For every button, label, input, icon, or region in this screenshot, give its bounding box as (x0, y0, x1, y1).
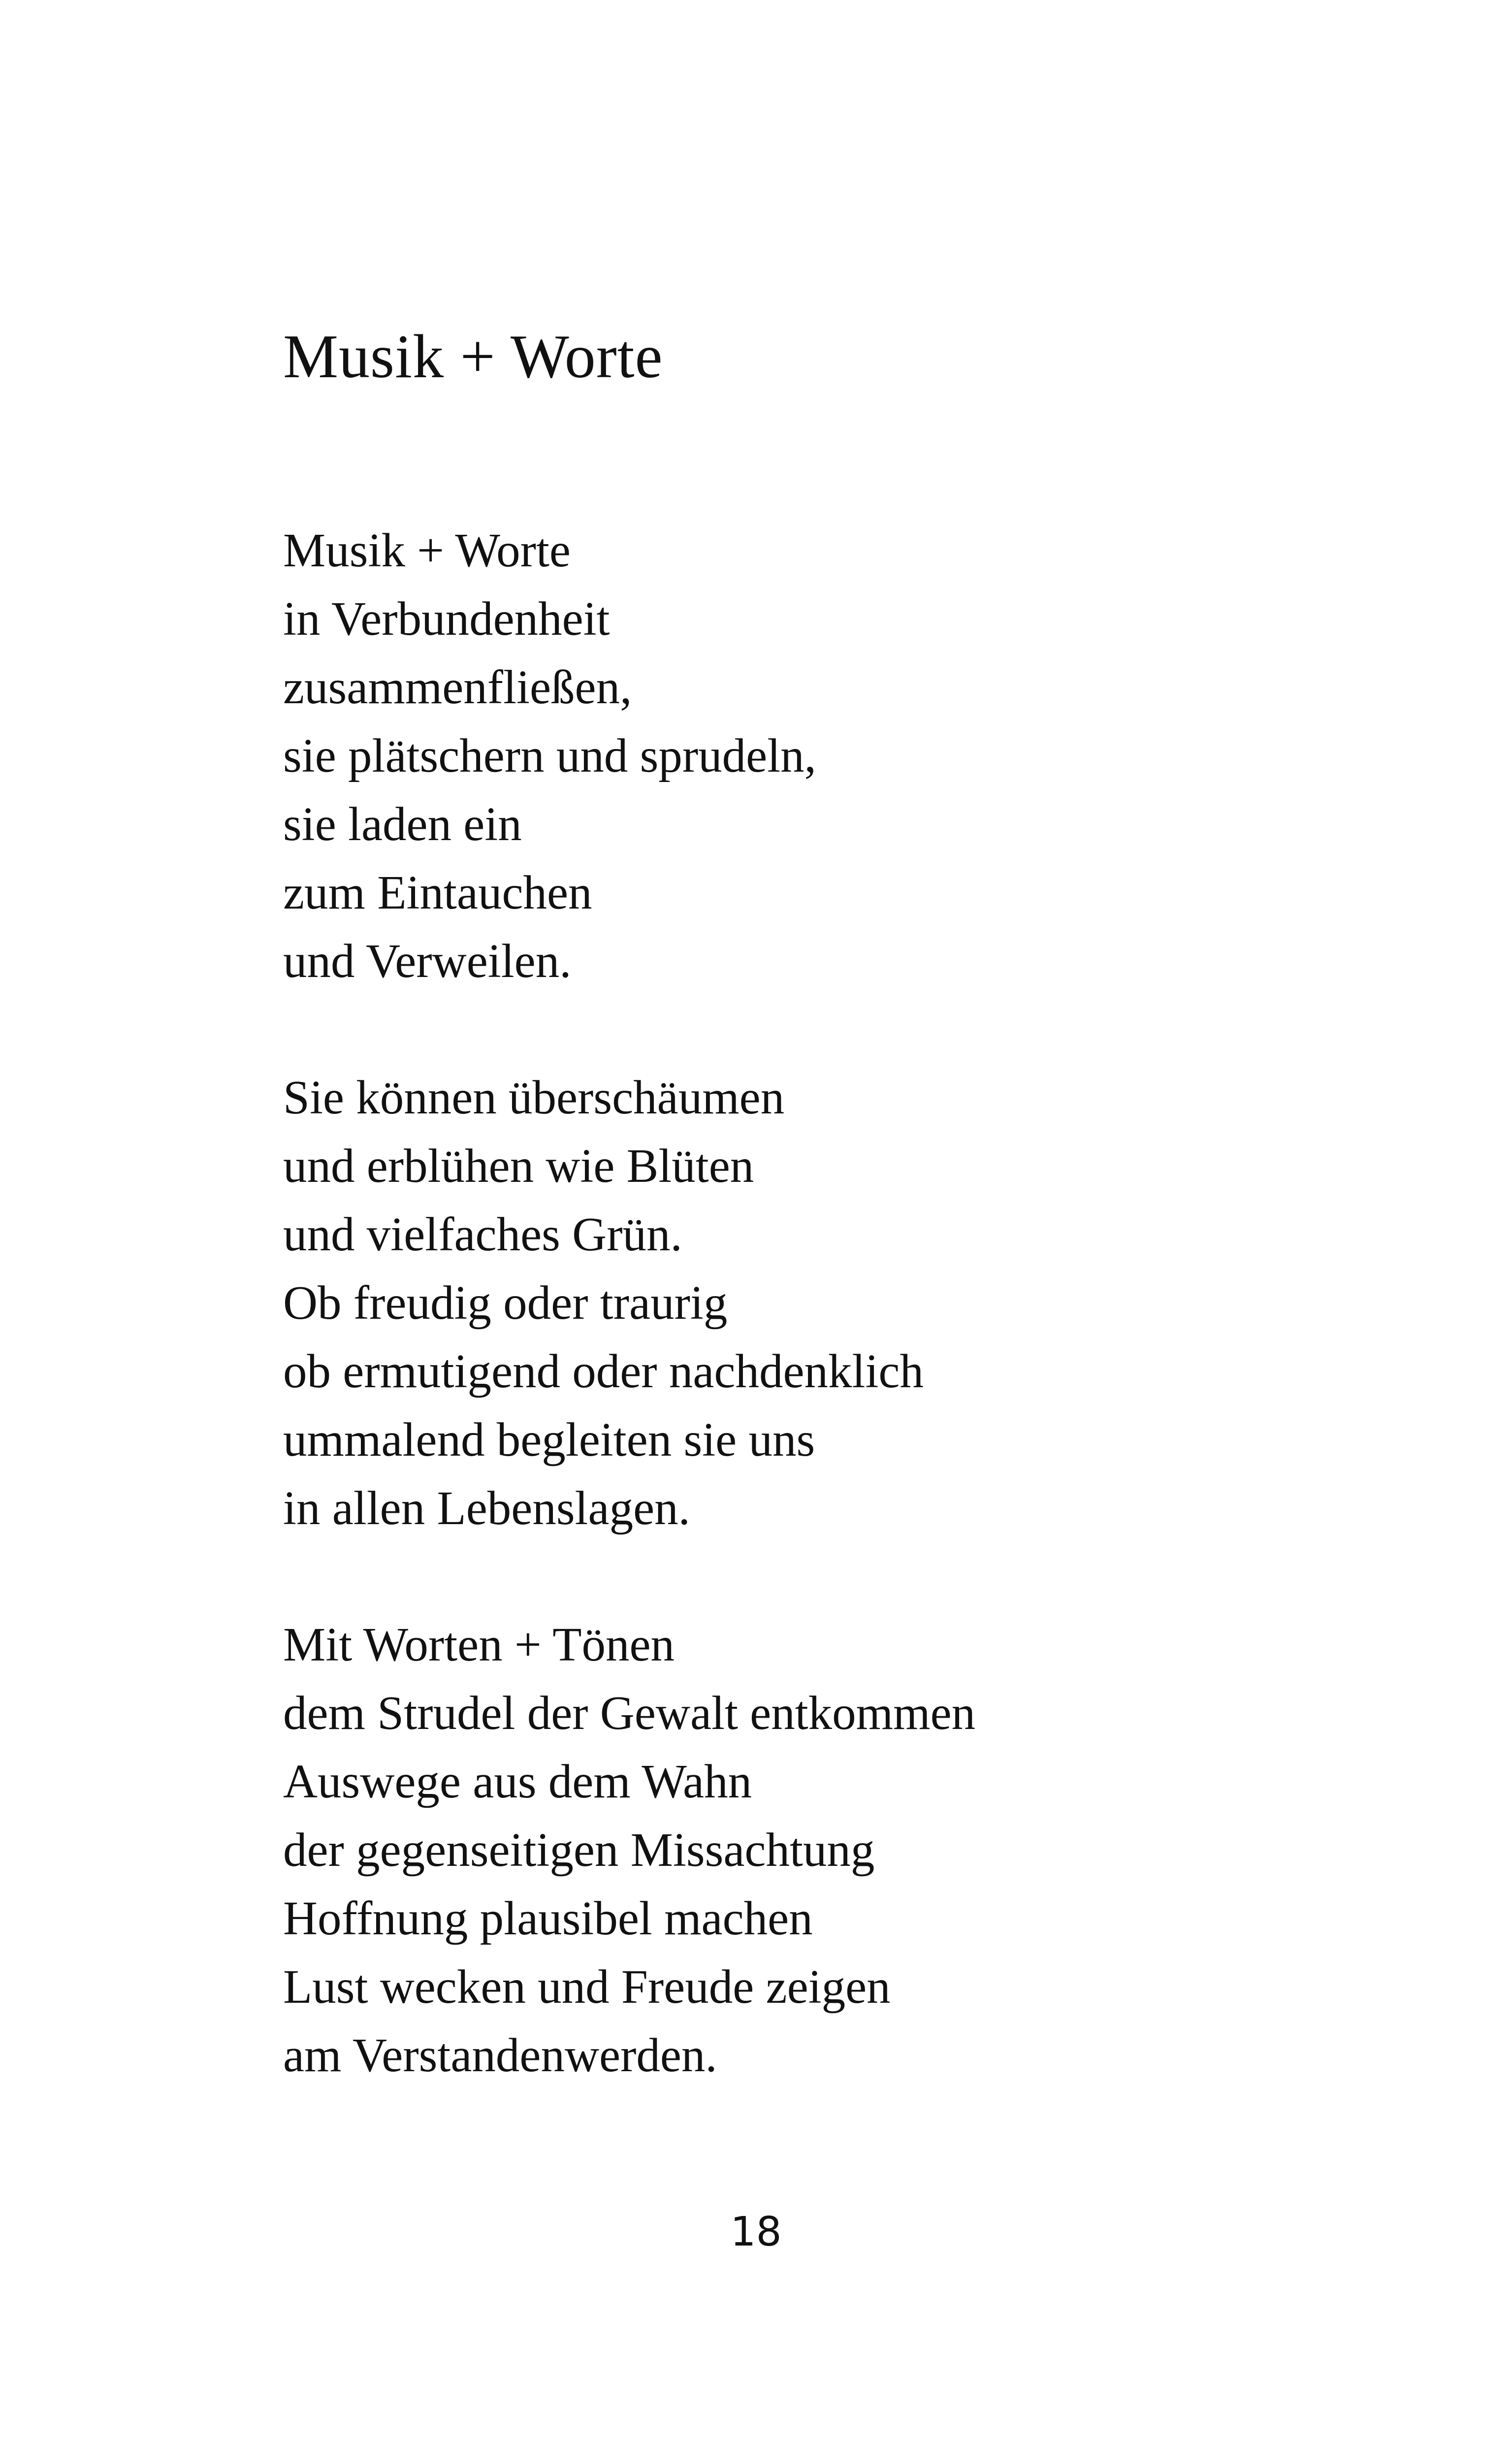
poem-line: und erblühen wie Blüten (283, 1140, 754, 1192)
poem-line: Mit Worten + Tönen (283, 1618, 675, 1671)
poem-body (283, 516, 975, 2157)
poem-line: ummalend begleiten sie uns (283, 1413, 815, 1466)
poem-line: ob ermutigend oder nachdenklich (283, 1345, 924, 1398)
poem-line: am Verstandenwerden. (283, 2029, 717, 2082)
poem-line: Musik + Worte (283, 524, 571, 577)
poem-line: dem Strudel der Gewalt entkommen (283, 1687, 976, 1739)
poem-line: Ob freudig oder traurig (283, 1276, 728, 1329)
poem-line: sie plätschern und sprudeln, (283, 729, 816, 782)
poem-line: Hoffnung plausibel machen (283, 1892, 813, 1945)
poem-line: Auswege aus dem Wahn (283, 1755, 752, 1808)
poem-line: in Verbundenheit (283, 592, 610, 645)
poem-line: sie laden ein (283, 798, 522, 850)
poem-line: in allen Lebenslagen. (283, 1482, 690, 1534)
poem-line: der gegenseitigen Missachtung (283, 1824, 875, 1876)
poem-line: Sie können überschäumen (283, 1071, 785, 1124)
poem-line: Lust wecken und Freude zeigen (283, 1960, 891, 2013)
poem-title: Musik + Worte (283, 323, 663, 391)
poem-line: und vielfaches Grün. (283, 1208, 682, 1261)
page-number: 18 (730, 2209, 782, 2255)
stanza-1 (283, 516, 975, 995)
poem-line: zusammenfließen, (283, 661, 632, 714)
poem-line: zum Eintauchen (283, 866, 592, 919)
poem-line: und Verweilen. (283, 935, 572, 987)
stanza-3 (283, 1610, 975, 2089)
stanza-2 (283, 1063, 975, 1542)
